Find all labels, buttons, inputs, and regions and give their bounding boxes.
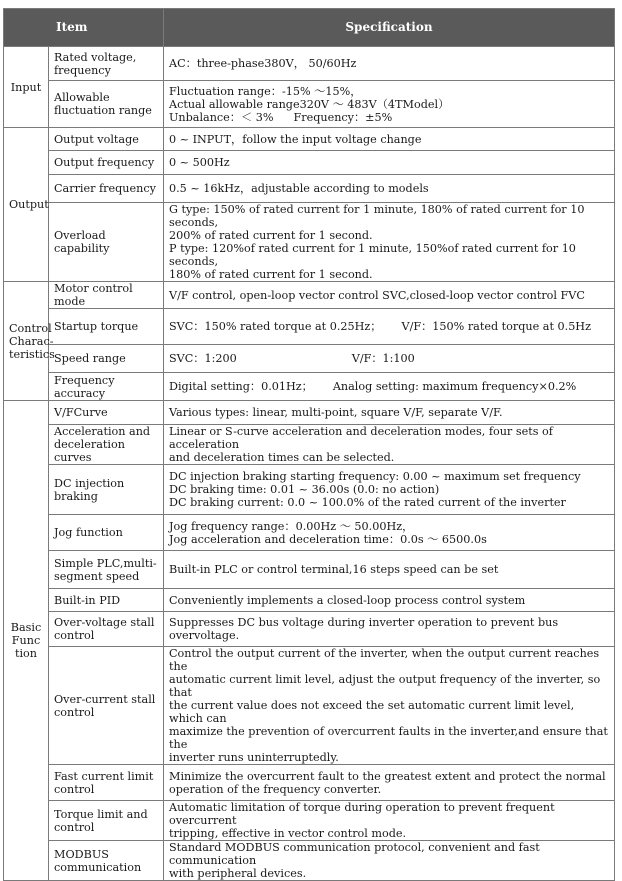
item-dc-injection: DC injection braking: [49, 465, 164, 515]
spec-simple-plc: Built-in PLC or control terminal,16 steps speed can be set: [164, 551, 615, 589]
table-row: [4, 801, 615, 841]
item-modbus: MODBUS communication: [49, 841, 164, 881]
group-control: Control Charac- teristics: [4, 282, 49, 401]
table-row: [4, 589, 615, 612]
table-row: [4, 425, 615, 465]
table-row: [4, 373, 615, 401]
spec-rated-voltage: AC：three-phase380V， 50/60Hz: [164, 47, 615, 81]
table-row: [4, 551, 615, 589]
spec-dc-injection: DC injection braking starting frequency: 0.00 ~ maximum set frequency DC braking time: 0.01 ~ 36.00s (0.0: no action) DC braking current: 0.0 ~ 100.0% of the rated current of the inverter: [164, 465, 615, 515]
item-fluctuation: Allowable fluctuation range: [49, 81, 164, 128]
item-vf-curve: V/FCurve: [49, 401, 164, 425]
table-row: [4, 128, 615, 151]
spec-output-frequency: 0 ~ 500Hz: [164, 151, 615, 175]
item-rated-voltage: Rated voltage, frequency: [49, 47, 164, 81]
table-row: [4, 765, 615, 801]
spec-torque-limit: Automatic limitation of torque during operation to prevent frequent overcurrent tripping, effective in vector control mode.: [164, 801, 615, 841]
item-accel-decel: Acceleration and deceleration curves: [49, 425, 164, 465]
group-output: Output: [4, 128, 49, 282]
item-output-frequency: Output frequency: [49, 151, 164, 175]
item-simple-plc: Simple PLC,multi- segment speed: [49, 551, 164, 589]
item-jog: Jog function: [49, 515, 164, 551]
spec-accel-decel: Linear or S-curve acceleration and deceleration modes, four sets of acceleration and deceleration times can be selected.: [164, 425, 615, 465]
spec-vf-curve: Various types: linear, multi-point, square V/F, separate V/F.: [164, 401, 615, 425]
spec-modbus: Standard MODBUS communication protocol, convenient and fast communication with peripheral devices.: [164, 841, 615, 881]
item-torque-limit: Torque limit and control: [49, 801, 164, 841]
spec-overvoltage: Suppresses DC bus voltage during inverter operation to prevent bus overvoltage.: [164, 612, 615, 647]
table-row: [4, 175, 615, 203]
item-startup-torque: Startup torque: [49, 309, 164, 345]
specification-table: [3, 8, 615, 881]
item-overvoltage: Over-voltage stall control: [49, 612, 164, 647]
spec-fast-current: Minimize the overcurrent fault to the greatest extent and protect the normal operation of the frequency converter.: [164, 765, 615, 801]
spec-startup-torque: SVC：150% rated torque at 0.25Hz； V/F：150% rated torque at 0.5Hz: [164, 309, 615, 345]
header-specification: Specification: [164, 9, 615, 47]
spec-jog: Jog frequency range：0.00Hz ～ 50.00Hz， Jog acceleration and deceleration time：0.0s ～ 6500.0s: [164, 515, 615, 551]
table-row: [4, 47, 615, 81]
table-row: [4, 309, 615, 345]
table-row: [4, 841, 615, 881]
item-fast-current: Fast current limit control: [49, 765, 164, 801]
table-row: [4, 465, 615, 515]
item-speed-range: Speed range: [49, 345, 164, 373]
spec-carrier-frequency: 0.5 ~ 16kHz，adjustable according to models: [164, 175, 615, 203]
spec-output-voltage: 0 ~ INPUT，follow the input voltage change: [164, 128, 615, 151]
spec-overload: G type: 150% of rated current for 1 minute, 180% of rated current for 10 seconds, 200% of rated current for 1 second. P type: 120%of rated current for 1 minute, 150%of rated current for 10 seconds, 180% of rated current for 1 second.: [164, 203, 615, 282]
spec-frequency-accuracy: Digital setting：0.01Hz； Analog setting: maximum frequency×0.2%: [164, 373, 615, 401]
table-row: [4, 515, 615, 551]
table-row: [4, 345, 615, 373]
spec-builtin-pid: Conveniently implements a closed-loop process control system: [164, 589, 615, 612]
table-row: [4, 203, 615, 282]
table-row: [4, 282, 615, 309]
table-row: [4, 647, 615, 765]
spec-speed-range: SVC：1:200 V/F：1:100: [164, 345, 615, 373]
header-row: [4, 9, 615, 47]
item-frequency-accuracy: Frequency accuracy: [49, 373, 164, 401]
item-overcurrent: Over-current stall control: [49, 647, 164, 765]
item-output-voltage: Output voltage: [49, 128, 164, 151]
item-builtin-pid: Built-in PID: [49, 589, 164, 612]
group-input: Input: [4, 47, 49, 128]
table-row: [4, 81, 615, 128]
spec-overcurrent: Control the output current of the inverter, when the output current reaches the automatic current limit level, adjust the output frequency of the inverter, so that the current value does not exceed the set automatic current limit level, which can maximize the prevention of overcurrent faults in the inverter,and ensure that the inverter runs uninterruptedly.: [164, 647, 615, 765]
spec-fluctuation: Fluctuation range：-15% ～15%， Actual allowable range320V ～ 483V（4TModel） Unbalance：＜ 3% Frequency：±5%: [164, 81, 615, 128]
table-row: [4, 401, 615, 425]
group-basic: Basic Func tion: [4, 401, 49, 881]
item-motor-control: Motor control mode: [49, 282, 164, 309]
item-carrier-frequency: Carrier frequency: [49, 175, 164, 203]
table-row: [4, 612, 615, 647]
table-row: [4, 151, 615, 175]
header-item: Item: [4, 9, 164, 47]
item-overload: Overload capability: [49, 203, 164, 282]
spec-motor-control: V/F control, open-loop vector control SVC,closed-loop vector control FVC: [164, 282, 615, 309]
